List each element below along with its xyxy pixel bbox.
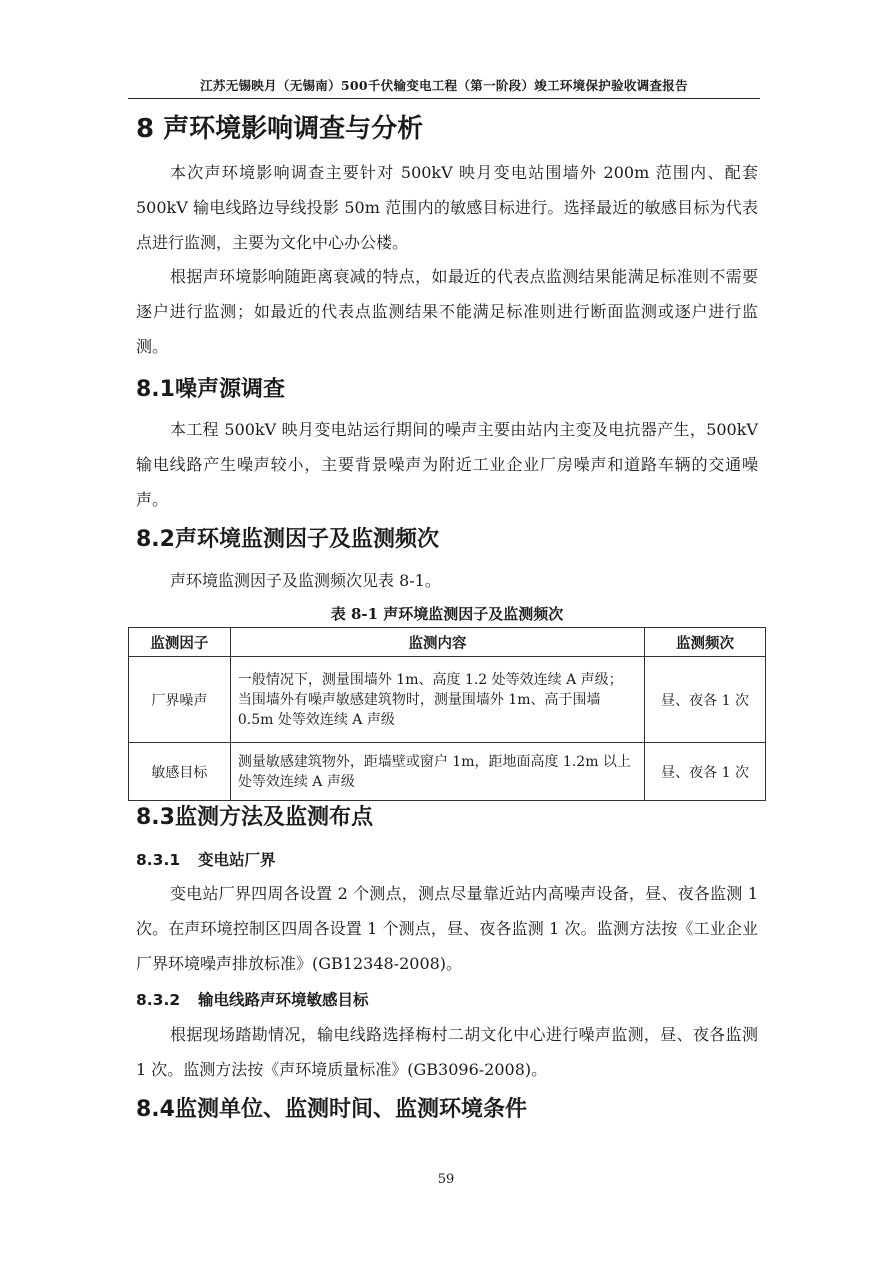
table-cell-frequency: 昼、夜各 1 次: [645, 657, 766, 743]
running-header: 江苏无锡映月（无锡南）500千伏输变电工程（第一阶段）竣工环境保护验收调查报告: [200, 78, 688, 93]
monitoring-table: [128, 627, 766, 801]
subsection-number: 8.3.2: [136, 991, 181, 1009]
section-8-heading: 8 声环境影响调查与分析: [136, 114, 424, 144]
header-divider: [128, 98, 760, 99]
subsection-8-3-1-paragraph: 变电站厂界四周各设置 2 个测点，测点尽量靠近站内高噪声设备，昼、夜各监测 1 次。在声环境控制区四周各设置 1 个测点，昼、夜各监测 1 次。监测方法按《工业企业厂界环境噪声排放标准》(GB12348-2008)。: [136, 884, 758, 973]
subsection-number: 8.3.1: [136, 851, 181, 869]
subsection-8-3-1-heading: [136, 848, 276, 870]
page-number: 59: [437, 1172, 455, 1187]
table-header-cell: 监测内容: [230, 628, 644, 657]
table-caption: 表 8-1 声环境监测因子及监测频次: [330, 605, 564, 623]
content-line: 当围墙外有噪声敏感建筑物时，测量围墙外 1m、高于围墙 0.5m 处等效连续 A 声级: [237, 691, 601, 728]
section-8-1-paragraph: 本工程 500kV 映月变电站运行期间的噪声主要由站内主变及电抗器产生，500kV 输电线路产生噪声较小，主要背景噪声为附近工业企业厂房噪声和道路车辆的交通噪声。: [136, 420, 758, 509]
section-8-1-heading: 8.1噪声源调查: [136, 377, 285, 402]
table-cell-content: [230, 743, 644, 801]
content-line: 一般情况下，测量围墙外 1m、高度 1.2 处等效连续 A 声级；: [237, 671, 623, 688]
table-cell-content: [230, 657, 644, 743]
table-row: [129, 657, 766, 743]
section-8-3-heading: 8.3监测方法及监测布点: [136, 805, 373, 830]
section-8-2-paragraph: 声环境监测因子及监测频次见表 8-1。: [170, 571, 441, 590]
subsection-8-3-2-paragraph: 根据现场踏勘情况，输电线路选择梅村二胡文化中心进行噪声监测，昼、夜各监测 1 次。监测方法按《声环境质量标准》(GB3096-2008)。: [136, 1025, 758, 1079]
table-cell-factor: 厂界噪声: [129, 657, 231, 743]
section-8-paragraph-1: 本次声环境影响调查主要针对 500kV 映月变电站围墙外 200m 范围内、配套 500kV 输电线路边导线投影 50m 范围内的敏感目标进行。选择最近的敏感目标为代表点进行监测，主要为文化中心办公楼。: [136, 163, 758, 252]
table-header-row: [129, 628, 766, 657]
table-row: [129, 743, 766, 801]
table-header-cell: 监测因子: [129, 628, 231, 657]
subsection-title: 变电站厂界: [198, 851, 276, 869]
content-line: 测量敏感建筑物外，距墙壁或窗户 1m，距地面高度 1.2m 以上处等效连续 A 声级: [237, 753, 631, 790]
table-cell-factor: 敏感目标: [129, 743, 231, 801]
subsection-8-3-2-heading: [136, 988, 369, 1010]
section-8-4-heading: 8.4监测单位、监测时间、监测环境条件: [136, 1097, 527, 1122]
table-cell-frequency: 昼、夜各 1 次: [645, 743, 766, 801]
section-8-paragraph-2: 根据声环境影响随距离衰减的特点，如最近的代表点监测结果能满足标准则不需要逐户进行监测；如最近的代表点监测结果不能满足标准则进行断面监测或逐户进行监测。: [136, 267, 758, 356]
subsection-title: 输电线路声环境敏感目标: [198, 991, 369, 1009]
table-header-cell: 监测频次: [645, 628, 766, 657]
section-8-2-heading: 8.2声环境监测因子及监测频次: [136, 527, 439, 552]
